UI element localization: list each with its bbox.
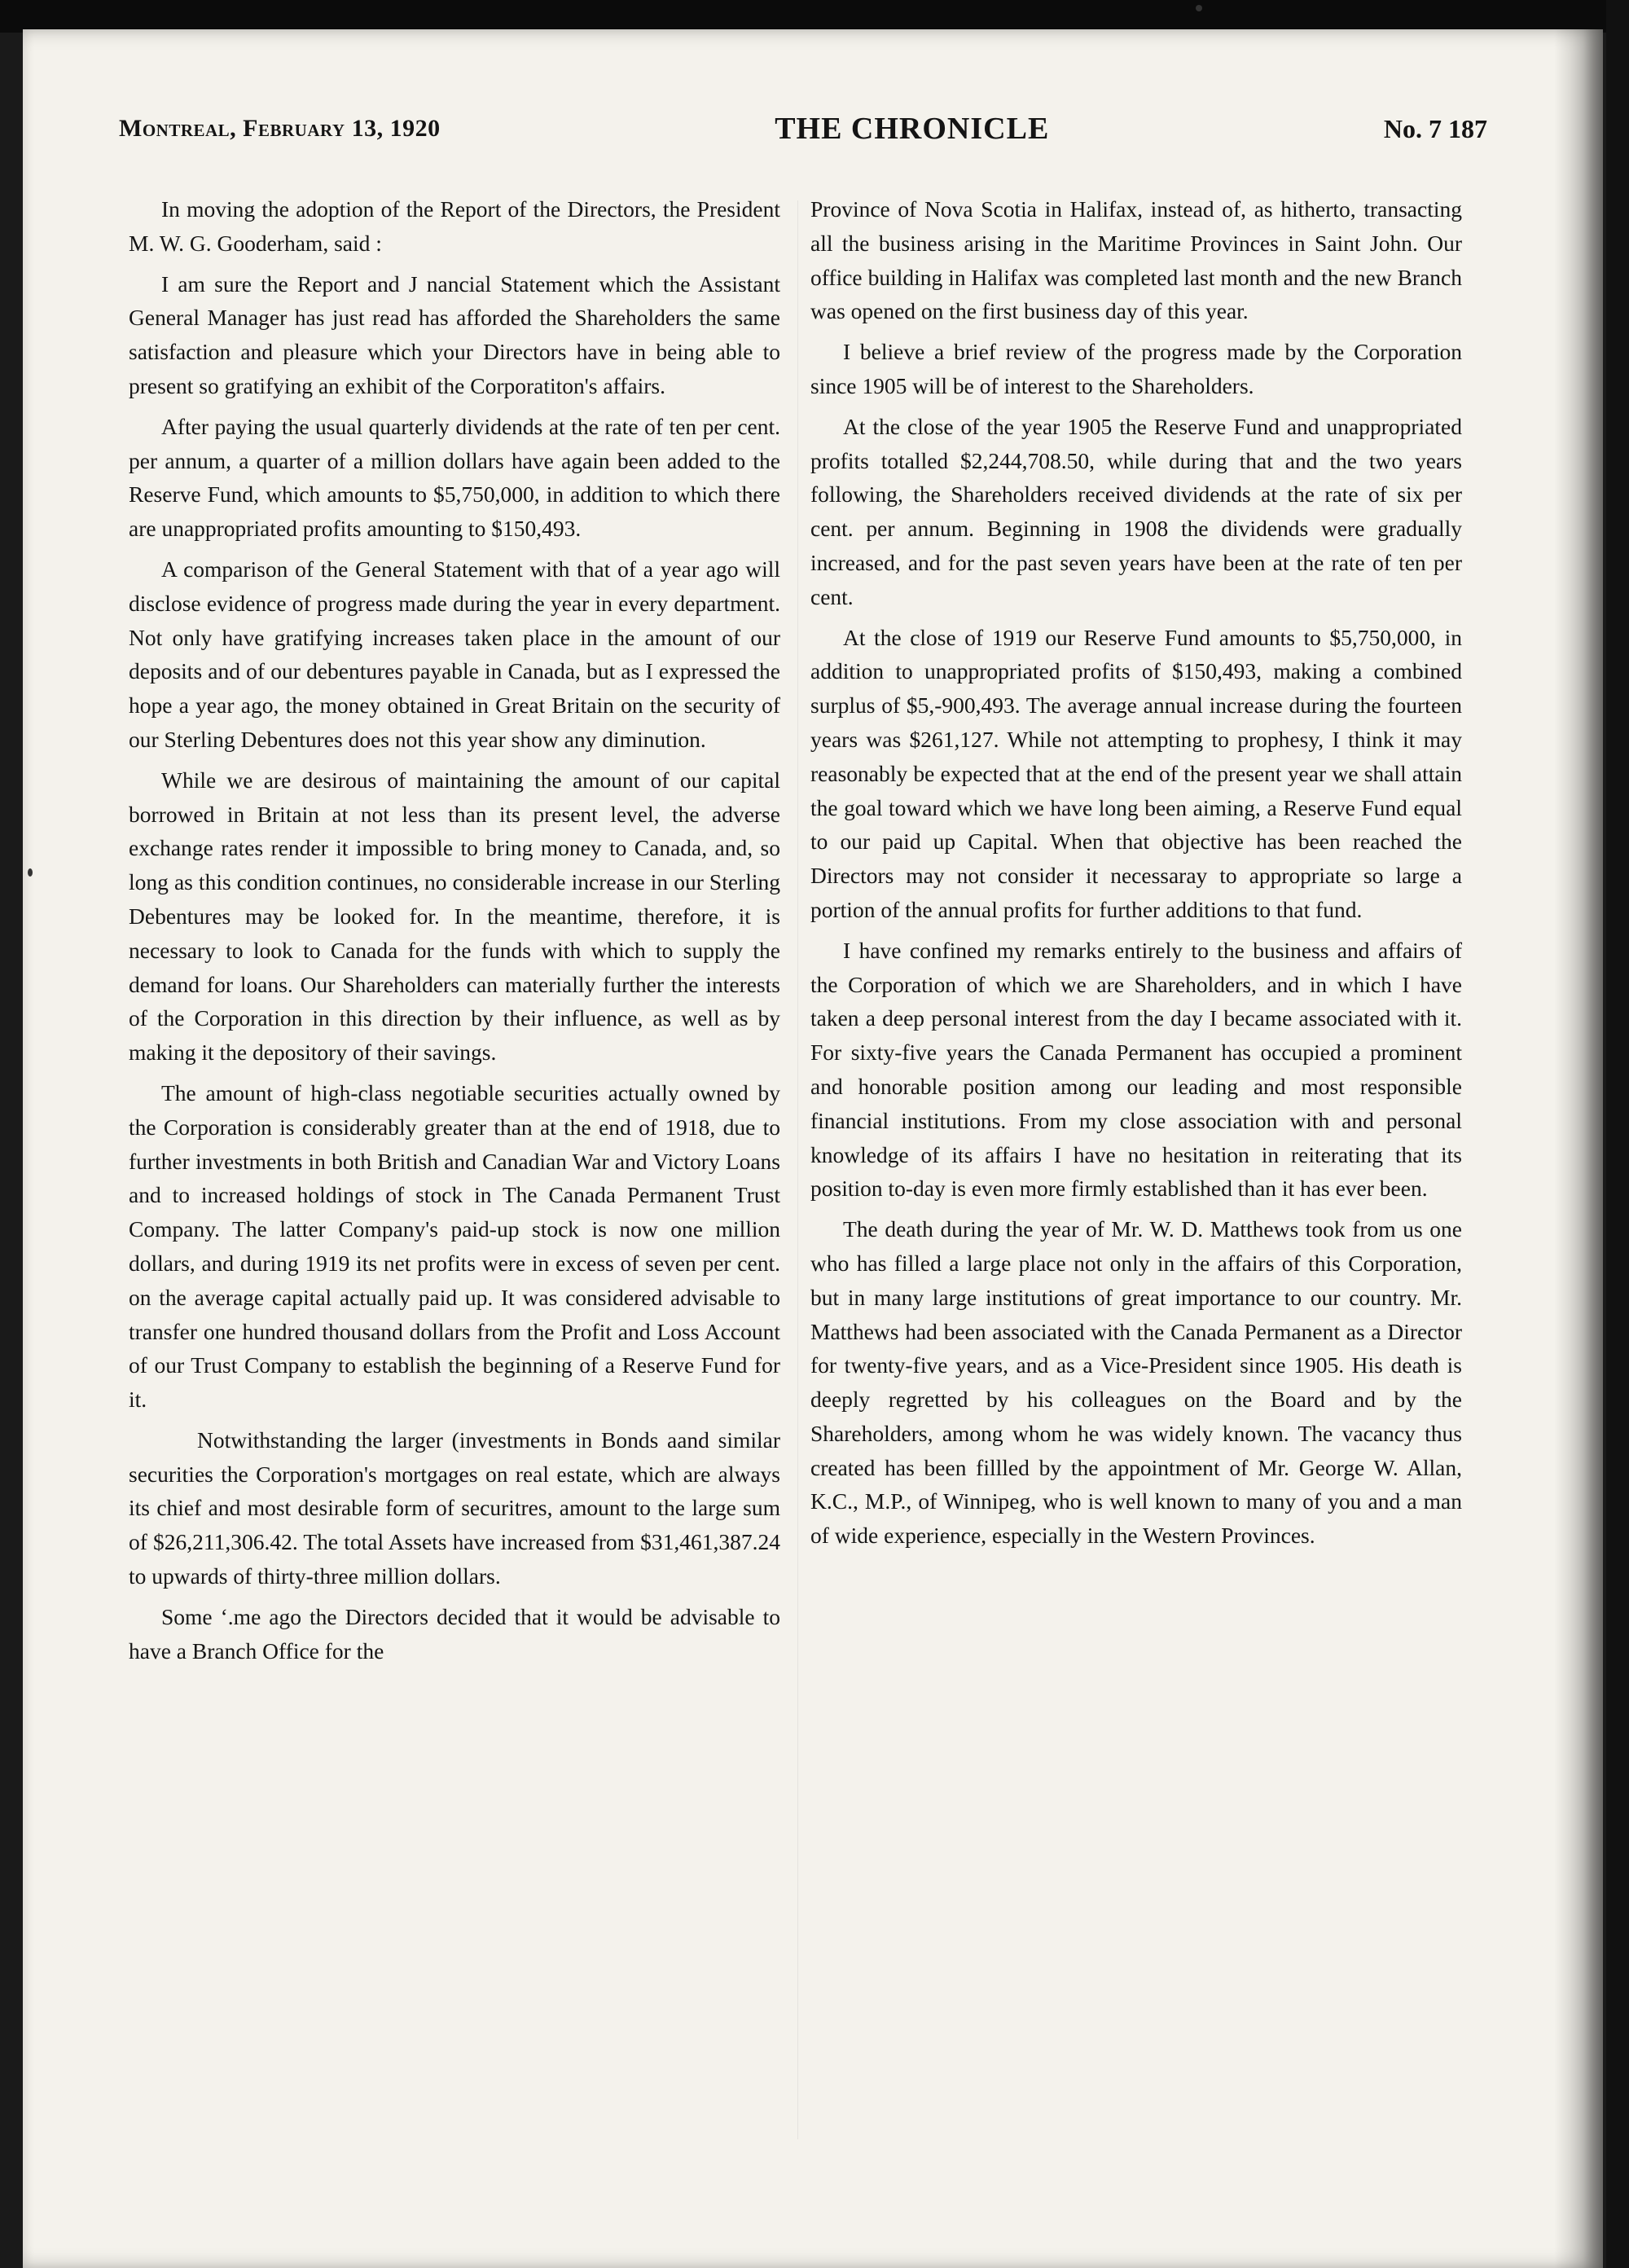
header-dateline: Montreal, February 13, 1920: [119, 115, 441, 142]
paragraph-continued: Province of Nova Scotia in Halifax, instead of, as hitherto, transacting all the business arising in the Maritime Provinces in Saint John. Our office building in Halifax was completed last month and the new Branch was opened on the first business day of this year.: [810, 196, 1462, 324]
paragraph: At the close of 1919 our Reserve Fund amounts to $5,750,000, in addition to unappropriated profits of $150,493, making a combined surplus of $5,-900,493. The average annual increase during the fourteen years was $261,127. While not attempting to prophesy, I think it may reasonably be expected that at the end of the present year we shall attain the goal toward which we have long been aiming, a Reserve Fund equal to our paid up Capital. When that objective has been reached the Directors may not consider it necessaray to appropriate so large a portion of the annual profits for further additions to that fund.: [810, 624, 1462, 922]
column-divider: [797, 200, 798, 2139]
paragraph: The death during the year of Mr. W. D. Matthews took from us one who has filled a large place not only in the affairs of this Corporation, but in many large institutions of great importance to our country. Mr. Matthews had been associated with the Canada Permanent as a Director for twenty-five years, and as a Vice-President since 1905. His death is deeply regretted by his colleagues on the Board and by the Shareholders, among whom he was widely known. The vacancy thus created has been fillled by the appointment of Mr. George W. Allan, K.C., M.P., of Winnipeg, who is well known to many of you and a man of wide experience, especially in the Western Provinces.: [810, 1216, 1462, 1549]
header-publication-title: THE CHRONICLE: [775, 112, 1050, 146]
scan-speck: [28, 868, 33, 877]
paragraph: I have confined my remarks entirely to the business and affairs of the Corporation of which we are Shareholders, and in which I have taken a deep personal interest from the day I became associated with it. For sixty-five years the Canada Permanent has occupied a prominent and honorable position among our leading and most responsible financial institutions. From my close association with and personal knowledge of its affairs I have no hesitation in reiterating that its position to-day is even more firmly established than it has ever been.: [810, 937, 1462, 1202]
paragraph: At the close of the year 1905 the Reserve Fund and unappropriated profits totalled $2,244,708.50, while during that and the two years following, the Shareholders received dividends at the rate of six per cent. per annum. Beginning in 1908 the dividends were gradually increased, and for the past seven years have been at the rate of ten per cent.: [810, 413, 1462, 609]
running-header: [119, 104, 1487, 153]
paragraph: I am sure the Report and J nancial Statement which the Assistant General Manager has just read has afforded the Shareholders the same satisfaction and pleasure which your Directors have in being able to present so gratifying an exhibit of the Corporatiton's affairs.: [129, 270, 780, 398]
binding-shadow: [1554, 29, 1603, 2268]
newspaper-page: [23, 29, 1603, 2268]
paragraph: In moving the adoption of the Report of the Directors, the President M. W. G. Gooderham, said :: [129, 196, 780, 256]
left-column: [129, 192, 780, 1674]
paragraph: Some ‘.me ago the Directors decided that it would be advisable to have a Branch Office for the: [129, 1603, 780, 1664]
paragraph: While we are desirous of maintaining the amount of our capital borrowed in Britain at not less than its present level, the adverse exchange rates render it impossible to bring money to Canada, and, so long as this condition continues, no considerable increase in our Sterling Debentures may be looked for. In the meantime, therefore, it is necessary to look to Canada for the funds with which to supply the demand for loans. Our Shareholders can materially further the interests of the Corporation in this direction by their influence, as well as by making it the depository of their savings.: [129, 767, 780, 1066]
paragraph: The amount of high-class negotiable securities actually owned by the Corporation is considerably greater than at the end of 1918, due to further investments in both British and Canadian War and Victory Loans and to increased holdings of stock in The Canada Permanent Trust Company. The latter Company's paid-up stock is now one million dollars, and during 1919 its net profits were in excess of seven per cent. on the average capital actually paid up. It was considered advisable to transfer one hundred thousand dollars from the Profit and Loss Account of our Trust Company to establish the beginning of a Reserve Fund for it.: [129, 1079, 780, 1413]
right-column: [810, 192, 1462, 1559]
header-issue-page-number: No. 7 187: [1383, 113, 1487, 143]
paragraph: A comparison of the General Statement with that of a year ago will disclose evidence of progress made during the year in every department. Not only have gratifying increases taken place in the amount of our deposits and of our debentures payable in Canada, but as I expressed the hope a year ago, the money obtained in Great Britain on the security of our Sterling Debentures does not this year show any diminution.: [129, 556, 780, 752]
scan-speck: [1196, 5, 1202, 11]
paragraph: Notwithstanding the larger (investments in Bonds aand similar securities the Corporation's mortgages on real estate, which are always its chief and most desirable form of securitres, amount to the large sum of $26,211,306.42. The total Assets have increased from $31,461,387.24 to upwards of thirty-three million dollars.: [129, 1426, 780, 1589]
paragraph: After paying the usual quarterly dividends at the rate of ten per cent. per annum, a quarter of a million dollars have again been added to the Reserve Fund, which amounts to $5,750,000, in addition to which there are unappropriated profits amounting to $150,493.: [129, 413, 780, 542]
scan-border-right: [1606, 0, 1629, 2268]
paragraph: I believe a brief review of the progress made by the Corporation since 1905 will be of interest to the Shareholders.: [810, 339, 1462, 398]
scan-border-top: [0, 0, 1629, 33]
